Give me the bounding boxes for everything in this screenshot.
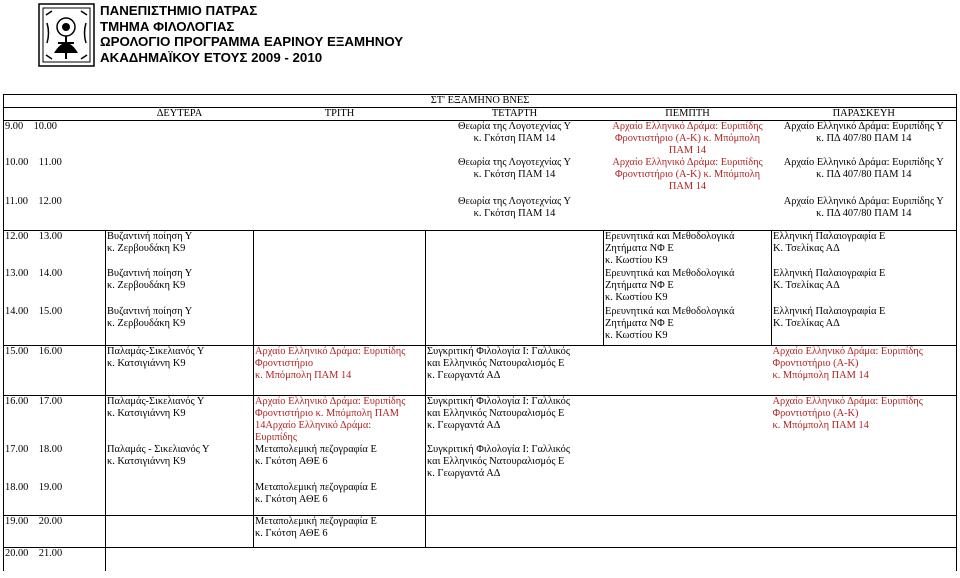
time-slot-11: 11.00 12.00	[4, 196, 106, 230]
timetable	[3, 94, 957, 571]
time-slot-14: 14.00 15.00	[4, 306, 106, 345]
mon-17-palamas-sikelianos: Παλαμάς - Σικελιανός Υ κ. Κατσιγιάννη Κ9	[106, 444, 254, 482]
tue-19-postwar-prose: Μεταπολεμική πεζογραφία Ε κ. Γκότση ΑΘΕ 6	[254, 515, 426, 547]
time-slot-10: 10.00 11.00	[4, 157, 106, 196]
day-tuesday: ΤΡΙΤΗ	[254, 108, 426, 121]
wed-16-comparative-philology: Συγκριτική Φιλολογία Ι: Γαλλικός και Ελληνικός Νατουραλισμός Ε κ. Γεωργαντά ΑΔ	[426, 395, 604, 444]
document-title	[100, 3, 403, 65]
university-seal-logo	[38, 3, 95, 67]
time-slot-12: 12.00 13.00	[4, 230, 106, 268]
time-slot-15: 15.00 16.00	[4, 345, 106, 395]
fri-10-ancient-drama: Αρχαίο Ελληνικό Δράμα: Ευριπίδης Υ κ. ΠΔ 407/80 ΠΑΜ 14	[772, 157, 957, 196]
wed-17-comparative-philology: Συγκριτική Φιλολογία Ι: Γαλλικός και Ελληνικός Νατουραλισμός Ε κ. Γεωργαντά ΑΔ	[426, 444, 604, 482]
mon-16-palamas-sikelianos: Παλαμάς-Σικελιανός Υ κ. Κατσιγιάννη Κ9	[106, 395, 254, 444]
wed-11-theory-of-literature: Θεωρία της Λογοτεχνίας Υ κ. Γκότση ΠΑΜ 14	[458, 196, 571, 219]
thu-09-ancient-drama-tutorial: Αρχαίο Ελληνικό Δράμα: Ευριπίδης Φροντιστήριο (Α-Κ) κ. Μπόμπολη ΠΑΜ 14	[604, 121, 772, 158]
day-thursday: ΠΕΜΠΤΗ	[604, 108, 772, 121]
day-friday: ΠΑΡΑΣΚΕΥΗ	[772, 108, 957, 121]
time-slot-16: 16.00 17.00	[4, 395, 106, 444]
thu-13-research-methodology: Ερευνητικά και Μεθοδολογικά Ζητήματα ΝΦ Ε κ. Κωστίου Κ9	[604, 268, 772, 306]
academic-year: ΑΚΑΔΗΜΑΪΚΟΥ ΕΤΟΥΣ 2009 - 2010	[100, 49, 323, 65]
schedule-title: ΩΡΟΛΟΓΙΟ ΠΡΟΓΡΑΜΜΑ ΕΑΡΙΝΟΥ ΕΞΑΜΗΝΟΥ	[100, 34, 404, 49]
fri-16-ancient-drama-tutorial: Αρχαίο Ελληνικό Δράμα: Ευριπίδης Φροντιστήριο (Α-Κ) κ. Μπόμπολη ΠΑΜ 14	[772, 395, 957, 444]
time-slot-19: 19.00 20.00	[4, 515, 106, 547]
fri-13-paleography: Ελληνική Παλαιογραφία Ε Κ. Τσελίκας ΑΔ	[772, 268, 957, 306]
department-name: ΤΜΗΜΑ ΦΙΛΟΛΟΓΙΑΣ	[100, 18, 235, 34]
fri-14-paleography: Ελληνική Παλαιογραφία Ε Κ. Τσελίκας ΑΔ	[772, 306, 957, 345]
fri-12-paleography: Ελληνική Παλαιογραφία Ε Κ. Τσελίκας ΑΔ	[772, 230, 957, 268]
time-slot-17: 17.00 18.00	[4, 444, 106, 482]
fri-15-ancient-drama-tutorial: Αρχαίο Ελληνικό Δράμα: Ευριπίδης Φροντιστήριο (Α-Κ) κ. Μπόμπολη ΠΑΜ 14	[772, 345, 957, 395]
mon-15-palamas-sikelianos: Παλαμάς-Σικελιανός Υ κ. Κατσιγιάννη Κ9	[106, 345, 254, 395]
university-name: ΠΑΝΕΠΙΣΤΗΜΙΟ ΠΑΤΡΑΣ	[100, 3, 258, 18]
semester-title: ΣΤ' ΕΞΑΜΗΝΟ ΒΝΕΣ	[4, 95, 957, 108]
time-header	[4, 108, 106, 121]
tue-17-postwar-prose: Μεταπολεμική πεζογραφία Ε κ. Γκότση ΑΘΕ 6	[254, 444, 426, 482]
tue-16-ancient-drama-tutorial: Αρχαίο Ελληνικό Δράμα: Ευριπίδης Φροντιστήριο κ. Μπόμπολη ΠΑΜ 14Αρχαίο Ελληνικό Δράμα: Ευριπίδης	[254, 395, 426, 444]
thu-10-ancient-drama-tutorial: Αρχαίο Ελληνικό Δράμα: Ευριπίδης Φροντιστήριο (Α-Κ) κ. Μπόμπολη ΠΑΜ 14	[612, 157, 763, 192]
wed-10-theory-of-literature: Θεωρία της Λογοτεχνίας Υ κ. Γκότση ΠΑΜ 14	[458, 157, 571, 180]
tue-18-postwar-prose: Μεταπολεμική πεζογραφία Ε κ. Γκότση ΑΘΕ 6	[254, 482, 426, 515]
mon-13-byzantine-poetry: Βυζαντινή ποίηση Υ κ. Ζερβουδάκη Κ9	[106, 268, 254, 306]
thu-14-research-methodology: Ερευνητικά και Μεθοδολογικά Ζητήματα ΝΦ Ε κ. Κωστίου Κ9	[604, 306, 772, 345]
day-wednesday: ΤΕΤΑΡΤΗ	[426, 108, 604, 121]
fri-11-ancient-drama: Αρχαίο Ελληνικό Δράμα: Ευριπίδης Υ κ. ΠΔ 407/80 ΠΑΜ 14	[772, 196, 957, 230]
time-slot-18: 18.00 19.00	[4, 482, 106, 515]
time-slot-09: 9.00 10.00	[4, 121, 106, 158]
wed-09-theory-of-literature: Θεωρία της Λογοτεχνίας Υ κ. Γκότση ΠΑΜ 14	[426, 121, 604, 158]
document-header	[0, 0, 960, 86]
mon-14-byzantine-poetry: Βυζαντινή ποίηση Υ κ. Ζερβουδάκη Κ9	[106, 306, 254, 345]
time-slot-20: 20.00 21.00	[4, 547, 106, 571]
wed-15-comparative-philology: Συγκριτική Φιλολογία Ι: Γαλλικός και Ελληνικός Νατουραλισμός Ε κ. Γεωργαντά ΑΔ	[426, 345, 604, 395]
fri-09-ancient-drama: Αρχαίο Ελληνικό Δράμα: Ευριπίδης Υ κ. ΠΔ 407/80 ΠΑΜ 14	[772, 121, 957, 158]
thu-12-research-methodology: Ερευνητικά και Μεθοδολογικά Ζητήματα ΝΦ Ε κ. Κωστίου Κ9	[604, 230, 772, 268]
day-monday: ΔΕΥΤΕΡΑ	[106, 108, 254, 121]
time-slot-13: 13.00 14.00	[4, 268, 106, 306]
tue-15-ancient-drama-tutorial: Αρχαίο Ελληνικό Δράμα: Ευριπίδης Φροντιστήριο κ. Μπόμπολη ΠΑΜ 14	[254, 345, 426, 395]
mon-12-byzantine-poetry: Βυζαντινή ποίηση Υ κ. Ζερβουδάκη Κ9	[106, 230, 254, 268]
